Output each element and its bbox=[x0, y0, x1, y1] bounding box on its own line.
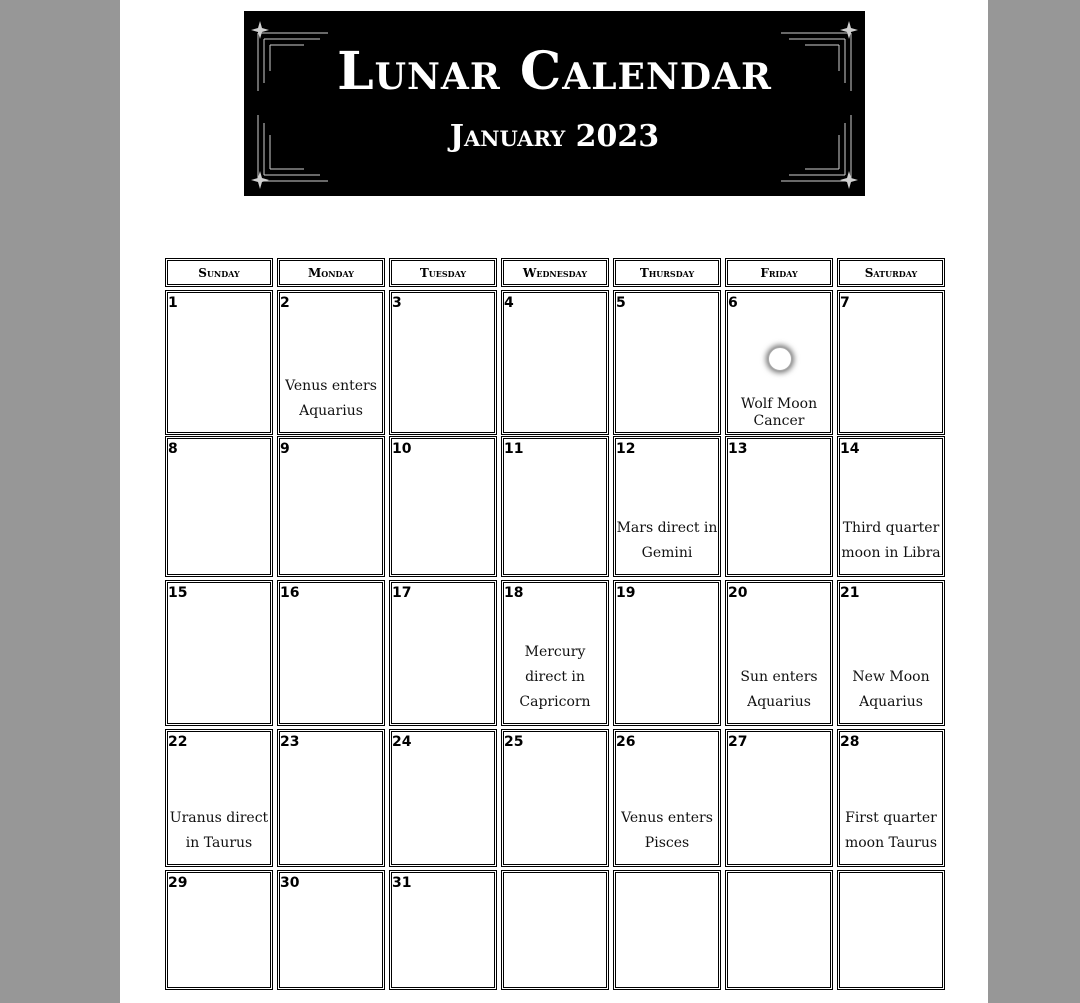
calendar-day-cell bbox=[725, 290, 833, 435]
day-event: First quarter moon Taurus bbox=[844, 810, 938, 851]
day-number: 14 bbox=[840, 441, 860, 457]
weekday-header-sunday: Sunday bbox=[165, 258, 273, 287]
day-event: Sun enters Aquarius bbox=[740, 669, 818, 710]
calendar-day-cell bbox=[613, 290, 721, 435]
calendar-day-cell bbox=[613, 580, 721, 726]
calendar-day-cell bbox=[165, 870, 273, 990]
calendar-day-cell bbox=[165, 580, 273, 726]
calendar-day-cell bbox=[613, 870, 721, 990]
calendar-day-cell bbox=[613, 436, 721, 577]
calendar-day-cell bbox=[389, 729, 497, 867]
day-number: 8 bbox=[168, 441, 178, 457]
calendar-day-cell bbox=[277, 729, 385, 867]
day-number: 20 bbox=[728, 585, 748, 601]
day-event: Mars direct in Gemini bbox=[616, 520, 718, 561]
day-number: 26 bbox=[616, 734, 636, 750]
calendar-title: Lunar Calendar bbox=[337, 41, 772, 102]
weekday-header-thursday: Thursday bbox=[613, 258, 721, 287]
calendar-banner bbox=[244, 11, 865, 196]
day-number: 11 bbox=[504, 441, 524, 457]
calendar-day-cell bbox=[501, 870, 609, 990]
calendar-day-cell bbox=[837, 870, 945, 990]
day-number: 21 bbox=[840, 585, 860, 601]
calendar-day-cell bbox=[277, 580, 385, 726]
day-number: 17 bbox=[392, 585, 412, 601]
day-number: 10 bbox=[392, 441, 412, 457]
day-event: Mercury direct in Capricorn bbox=[519, 644, 591, 710]
calendar-day-cell bbox=[165, 290, 273, 435]
day-number: 27 bbox=[728, 734, 748, 750]
day-number: 25 bbox=[504, 734, 524, 750]
day-number: 28 bbox=[840, 734, 860, 750]
day-number: 4 bbox=[504, 295, 514, 311]
day-number: 9 bbox=[280, 441, 290, 457]
calendar-day-cell bbox=[725, 436, 833, 577]
weekday-header-friday: Friday bbox=[725, 258, 833, 287]
day-number: 23 bbox=[280, 734, 300, 750]
calendar-day-cell bbox=[613, 729, 721, 867]
day-number: 5 bbox=[616, 295, 626, 311]
calendar-day-cell bbox=[389, 290, 497, 435]
calendar-day-cell bbox=[837, 290, 945, 435]
day-number: 30 bbox=[280, 875, 300, 891]
day-number: 22 bbox=[168, 734, 188, 750]
day-number: 6 bbox=[728, 295, 738, 311]
day-number: 29 bbox=[168, 875, 188, 891]
day-number: 3 bbox=[392, 295, 402, 311]
calendar-day-cell bbox=[501, 729, 609, 867]
day-number: 24 bbox=[392, 734, 412, 750]
weekday-header-tuesday: Tuesday bbox=[389, 258, 497, 287]
calendar-day-cell bbox=[725, 729, 833, 867]
day-number: 13 bbox=[728, 441, 748, 457]
calendar-day-cell bbox=[277, 290, 385, 435]
day-number: 18 bbox=[504, 585, 524, 601]
day-number: 12 bbox=[616, 441, 636, 457]
day-event: Third quarter moon in Libra bbox=[841, 520, 941, 561]
calendar-day-cell bbox=[165, 436, 273, 577]
day-event: Wolf Moon Cancer bbox=[740, 396, 818, 429]
calendar-day-cell bbox=[837, 436, 945, 577]
day-number: 19 bbox=[616, 585, 636, 601]
full-moon-icon bbox=[768, 347, 792, 371]
day-event: Uranus direct in Taurus bbox=[169, 810, 269, 851]
weekday-header-monday: Monday bbox=[277, 258, 385, 287]
day-number: 1 bbox=[168, 295, 178, 311]
ornamental-frame-icon bbox=[244, 11, 865, 196]
calendar-day-cell bbox=[165, 729, 273, 867]
calendar-day-cell bbox=[837, 729, 945, 867]
calendar-day-cell bbox=[837, 580, 945, 726]
calendar-month: January 2023 bbox=[449, 119, 660, 154]
calendar-day-cell bbox=[277, 870, 385, 990]
calendar-day-cell bbox=[725, 580, 833, 726]
calendar-day-cell bbox=[501, 580, 609, 726]
calendar-day-cell bbox=[501, 290, 609, 435]
day-event: Venus enters Aquarius bbox=[285, 378, 377, 419]
day-number: 2 bbox=[280, 295, 290, 311]
day-number: 7 bbox=[840, 295, 850, 311]
calendar-day-cell bbox=[389, 436, 497, 577]
day-number: 16 bbox=[280, 585, 300, 601]
day-event: Venus enters Pisces bbox=[621, 810, 713, 851]
calendar-day-cell bbox=[725, 870, 833, 990]
day-event: New Moon Aquarius bbox=[852, 669, 930, 710]
day-number: 31 bbox=[392, 875, 412, 891]
weekday-header-saturday: Saturday bbox=[837, 258, 945, 287]
calendar-page bbox=[120, 0, 988, 1003]
calendar-day-cell bbox=[389, 580, 497, 726]
weekday-header-wednesday: Wednesday bbox=[501, 258, 609, 287]
day-number: 15 bbox=[168, 585, 188, 601]
calendar-day-cell bbox=[389, 870, 497, 990]
calendar-day-cell bbox=[277, 436, 385, 577]
calendar-day-cell bbox=[501, 436, 609, 577]
